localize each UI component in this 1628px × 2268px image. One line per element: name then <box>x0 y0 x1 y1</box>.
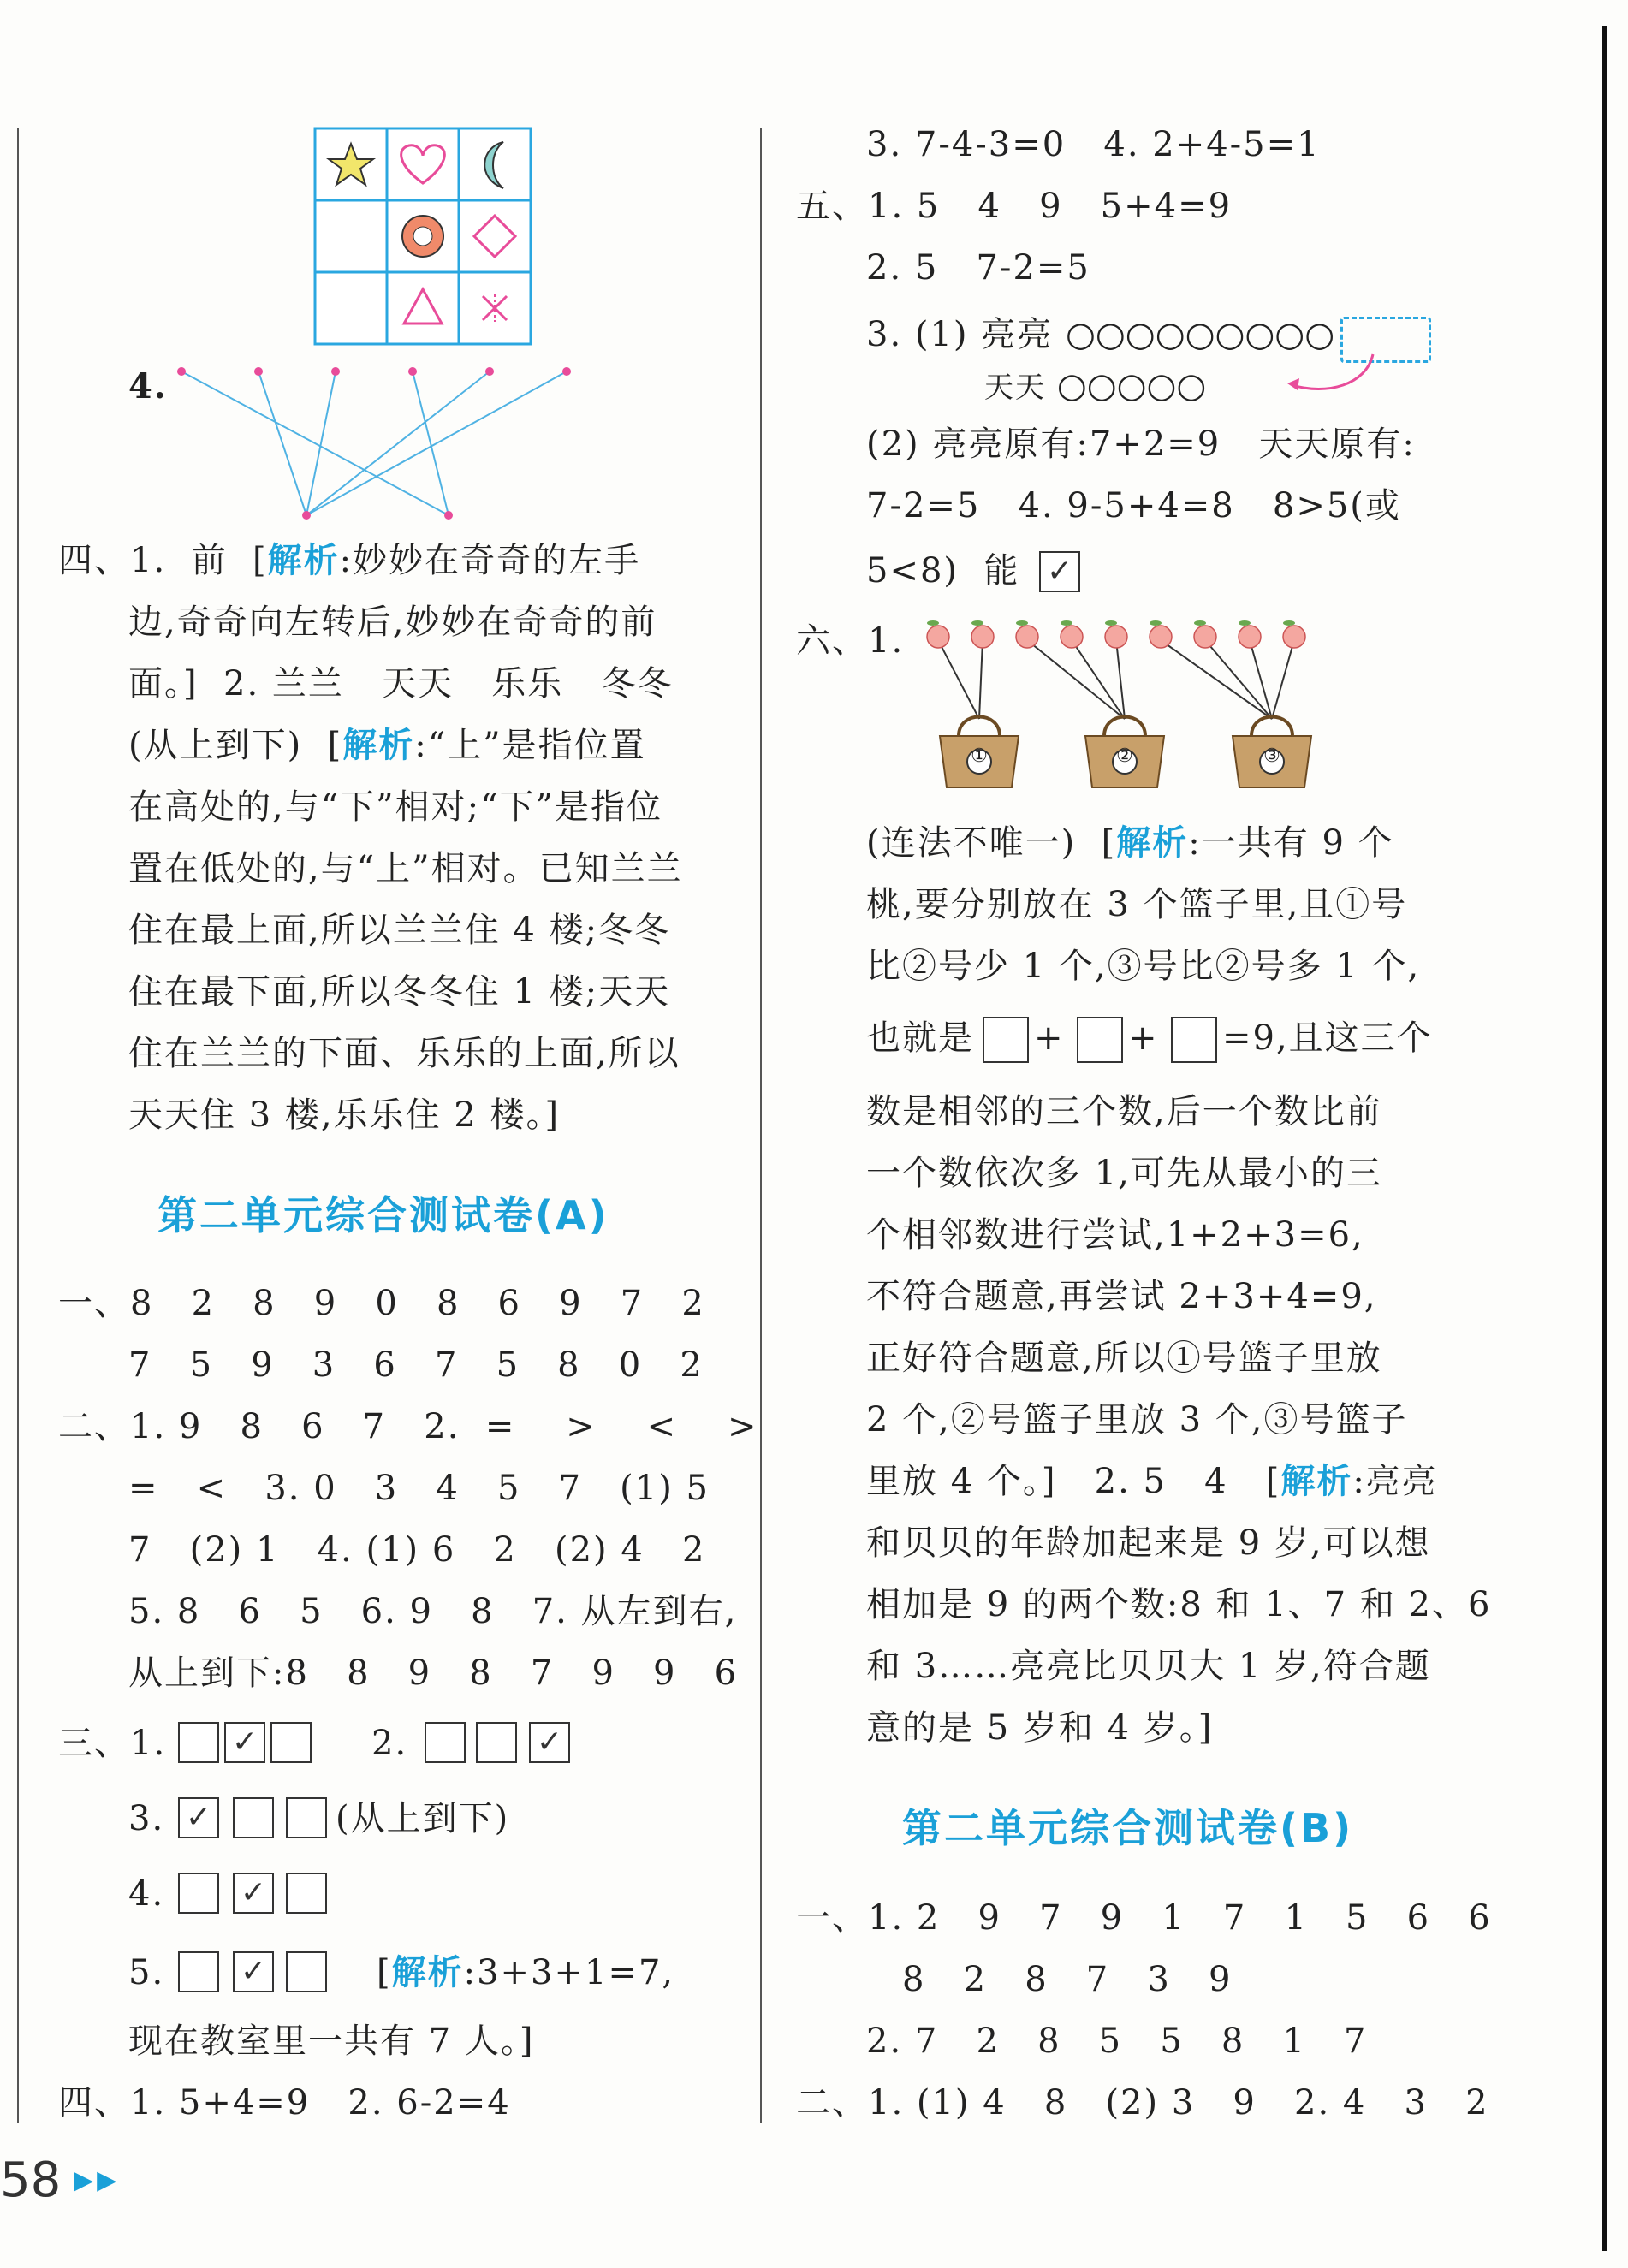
wu-line-4: (2) 亮亮原有:7+2=9 天天原有: <box>866 425 1416 464</box>
si-line-4-c: :“上”是指位置 <box>414 726 646 765</box>
si-line-8: 住在最下面,所以冬冬住 1 楼;天天 <box>128 972 671 1012</box>
liu-2-c: :一共有 9 个 <box>1188 823 1394 863</box>
si-1-text: 四、1. 前 [ <box>58 541 268 580</box>
b-er-line-1: 二、1. (1) 4 8 (2) 3 9 2. 4 3 2 <box>796 2083 1489 2123</box>
blank-box <box>1077 1017 1123 1063</box>
connection-lines <box>171 359 582 522</box>
basket-label-3: ③ <box>1263 745 1280 767</box>
san-5-text: :3+3+1=7, <box>463 1953 675 1992</box>
left-margin-rule <box>17 128 19 2123</box>
column-divider <box>760 128 762 2123</box>
liu-line-10: 正好符合题意,所以①号篮子里放 <box>866 1339 1382 1378</box>
choice-box <box>233 1797 274 1838</box>
liu-line-14: 相加是 9 的两个数:8 和 1、7 和 2、6 <box>866 1585 1492 1624</box>
choice-box <box>286 1951 327 1992</box>
si-line-7: 住在最上面,所以兰兰住 4 楼;冬冬 <box>128 911 671 950</box>
liu-line-9: 不符合题意,再尝试 2+3+4=9, <box>866 1277 1377 1316</box>
liu-2-a: (连法不唯一) [ <box>866 823 1117 863</box>
blank-box <box>1171 1017 1217 1063</box>
q4-label: 4. <box>128 366 168 407</box>
answer-si-1 <box>58 537 640 584</box>
jiexi-label: 解析 <box>1280 1462 1353 1501</box>
choice-box <box>178 1722 219 1763</box>
wu-3-label: 3. (1) 亮亮 <box>866 315 1054 354</box>
page-arrows-icon: ▶▶ <box>74 2165 121 2195</box>
liu-1-label: 六、1. <box>796 621 905 661</box>
heading-unit2-b: 第二单元综合测试卷(B) <box>902 1805 1354 1851</box>
choice-box <box>286 1873 327 1914</box>
san-3-label: 3. <box>128 1799 165 1838</box>
san-5-jiexi <box>377 1950 674 1996</box>
choice-box-checked: ✓ <box>1039 551 1080 592</box>
liu-line-6: 数是相邻的三个数,后一个数比前 <box>866 1092 1382 1131</box>
san-1-label: 三、1. <box>58 1724 167 1763</box>
circle-row-liangliang: ○○○○○○○○○ <box>1065 315 1335 354</box>
choice-box <box>178 1951 219 1992</box>
liu-line-16: 意的是 5 岁和 4 岁。] <box>866 1708 1214 1748</box>
choice-box <box>476 1722 517 1763</box>
plus-sign: + <box>1128 1018 1159 1058</box>
ring-icon <box>402 216 443 257</box>
wu-line-3 <box>866 312 1334 358</box>
yi-line-1: 一、8 2 8 9 0 8 6 9 7 2 <box>58 1284 705 1323</box>
wu-line-5: 7-2=5 4. 9-5+4=8 8>5(或 <box>866 486 1401 525</box>
b-yi-line-2: 8 2 8 7 3 9 <box>902 1960 1233 1999</box>
si-line-4-a: (从上到下) [ <box>128 726 343 765</box>
si-line-2: 边,奇奇向左转后,妙妙在奇奇的前 <box>128 603 657 642</box>
b-yi-line-1: 一、1. 2 9 7 9 1 7 1 5 6 6 <box>796 1898 1492 1938</box>
si-line-6: 置在低处的,与“上”相对。已知兰兰 <box>128 849 683 888</box>
choice-box-checked: ✓ <box>529 1722 570 1763</box>
si-line-10: 天天住 3 楼,乐乐住 2 楼。] <box>128 1095 561 1135</box>
choice-box-checked: ✓ <box>224 1722 265 1763</box>
san-4-label: 4. <box>128 1874 165 1914</box>
heading-unit2-a: 第二单元综合测试卷(A) <box>157 1192 609 1238</box>
er-line-4: 5. 8 6 5 6. 9 8 7. 从左到右, <box>128 1592 738 1631</box>
liu-line-11: 2 个,②号篮子里放 3 个,③号篮子 <box>866 1400 1408 1440</box>
liu-line-5b: =9,且这三个 <box>1222 1018 1433 1058</box>
liu-line-2 <box>866 820 1394 866</box>
er-line-1: 二、1. 9 8 6 7 2. = > < > <box>58 1407 758 1446</box>
jiexi-label: 解析 <box>391 1953 464 1992</box>
page-number: 58 <box>0 2152 62 2208</box>
er-line-5: 从上到下:8 8 9 8 7 9 9 6 <box>128 1654 739 1693</box>
r-line-1: 3. 7-4-3=0 4. 2+4-5=1 <box>866 125 1321 164</box>
liu-line-4: 比②号少 1 个,③号比②号多 1 个, <box>866 947 1421 986</box>
er-line-3: 7 (2) 1 4. (1) 6 2 (2) 4 2 <box>128 1530 706 1570</box>
blank-box <box>983 1017 1029 1063</box>
bracket: [ <box>377 1953 392 1992</box>
choice-box <box>178 1873 219 1914</box>
liu-line-8: 个相邻数进行尝试,1+2+3=6, <box>866 1215 1364 1255</box>
move-arrow <box>1284 351 1387 411</box>
san-2-label: 2. <box>371 1724 408 1763</box>
si-line-9: 住在兰兰的下面、乐乐的上面,所以 <box>128 1034 680 1073</box>
b-yi-line-3: 2. 7 2 8 5 5 8 1 7 <box>866 2022 1368 2061</box>
basket-label-2: ② <box>1116 745 1133 767</box>
choice-box <box>425 1722 466 1763</box>
san-3-note: (从上到下) <box>336 1799 510 1838</box>
si-line-3: 面。] 2. 兰兰 天天 乐乐 冬冬 <box>128 664 674 704</box>
si2-line: 四、1. 5+4=9 2. 6-2=4 <box>58 2083 511 2123</box>
liu-line-3: 桃,要分别放在 3 个篮子里,且①号 <box>866 885 1408 924</box>
choice-box-checked: ✓ <box>233 1951 274 1992</box>
tiantian-label: 天天 <box>984 371 1046 405</box>
choice-box <box>286 1797 327 1838</box>
yi-line-2: 7 5 9 3 6 7 5 8 0 2 <box>128 1345 704 1385</box>
shape-grid <box>313 127 532 346</box>
plus-sign: + <box>1034 1018 1065 1058</box>
si-1-rest: :妙妙在奇奇的左手 <box>339 541 641 580</box>
si-line-5: 在高处的,与“下”相对;“下”是指位 <box>128 787 662 827</box>
page-edge <box>1602 26 1607 2251</box>
liu-line-7: 一个数依次多 1,可先从最小的三 <box>866 1154 1382 1193</box>
wu-line-2: 2. 5 7-2=5 <box>866 248 1090 288</box>
liu-line-5a: 也就是 <box>866 1018 974 1058</box>
peach-basket-figure <box>916 616 1361 804</box>
si-line-4 <box>128 722 646 769</box>
choice-box-checked: ✓ <box>233 1873 274 1914</box>
liu-12-a: 里放 4 个。] 2. 5 4 [ <box>866 1462 1281 1501</box>
wu-line-3b <box>984 363 1206 411</box>
wu-line-1: 五、1. 5 4 9 5+4=9 <box>796 187 1233 226</box>
jiexi-label: 解析 <box>267 541 340 580</box>
liu-12-c: :亮亮 <box>1352 1462 1438 1501</box>
wu-line-6: 5<8) 能 <box>866 551 1020 591</box>
san-6-line: 现在教室里一共有 7 人。] <box>128 2022 535 2061</box>
peach-icon <box>927 626 1305 648</box>
liu-line-12 <box>866 1458 1438 1505</box>
liu-line-15: 和 3……亮亮比贝贝大 1 岁,符合题 <box>866 1647 1431 1686</box>
choice-box-checked: ✓ <box>178 1797 219 1838</box>
choice-box <box>270 1722 312 1763</box>
san-5-label: 5. <box>128 1953 165 1992</box>
jiexi-label: 解析 <box>342 726 415 765</box>
er-line-2: = < 3. 0 3 4 5 7 (1) 5 <box>128 1469 710 1508</box>
circle-row-tiantian: ○○○○○ <box>1056 366 1207 406</box>
liu-line-13: 和贝贝的年龄加起来是 9 岁,可以想 <box>866 1523 1431 1563</box>
basket-label-1: ① <box>971 745 988 767</box>
jiexi-label: 解析 <box>1116 823 1189 863</box>
